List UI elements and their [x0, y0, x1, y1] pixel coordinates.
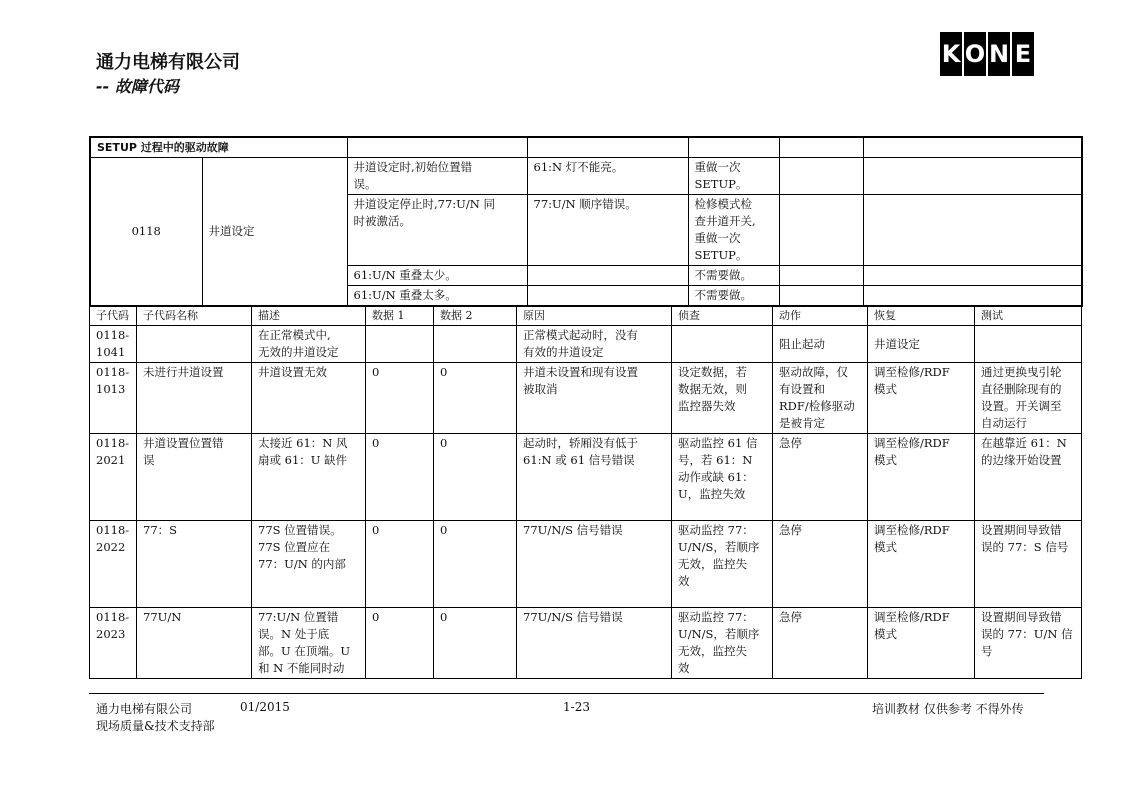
- table-header-row: [90, 306, 1082, 326]
- cell-test: 通过更换曳引轮 直径删除现有的 设置。开关调至 自动运行: [975, 363, 1082, 434]
- cell-action: 急停: [773, 434, 868, 521]
- cell-data1: 0: [366, 521, 434, 608]
- column-header: 子代码: [90, 306, 137, 326]
- cell-action: 驱动故障，仅 有设置和 RDF/检修驱动 是被肯定: [773, 363, 868, 434]
- setup-code: 0118: [90, 158, 202, 307]
- setup-fault-table: [89, 136, 1083, 307]
- column-header: 测试: [975, 306, 1082, 326]
- footer-page-number: 1-23: [563, 700, 590, 714]
- column-header: 恢复: [868, 306, 975, 326]
- cell-cause: 起动时，轿厢没有低于 61:N 或 61 信号错误: [517, 434, 672, 521]
- table-row: [90, 326, 1082, 363]
- cell-detect: 驱动监控 61 信 号，若 61：N 动作或缺 61： U，监控失效: [672, 434, 773, 521]
- cell-data2: 0: [434, 521, 517, 608]
- setup-desc: 61:U/N 重叠太少。: [347, 266, 527, 286]
- cell-recovery: 调至检修/RDF 模式: [868, 608, 975, 679]
- cell-test: [975, 326, 1082, 363]
- setup-cause: 77:U/N 顺序错误。: [527, 195, 688, 266]
- cell-recovery: 调至检修/RDF 模式: [868, 521, 975, 608]
- cell-desc: 77:U/N 位置错 误。N 处于底 部。U 在顶端。U 和 N 不能同时动: [252, 608, 366, 679]
- cell-name: 井道设置位置错 误: [137, 434, 252, 521]
- cell-data1: [366, 326, 434, 363]
- table-row: [90, 363, 1082, 434]
- cell-desc: 在正常模式中, 无效的井道设定: [252, 326, 366, 363]
- cell-test: 在越靠近 61：N 的边缘开始设置: [975, 434, 1082, 521]
- setup-desc: 61:U/N 重叠太多。: [347, 286, 527, 307]
- logo-letter: E: [1012, 32, 1034, 76]
- cell-cause: 正常模式起动时，没有 有效的井道设定: [517, 326, 672, 363]
- column-header: 数据 2: [434, 306, 517, 326]
- cell-code: 0118- 1013: [90, 363, 137, 434]
- cell-data1: 0: [366, 434, 434, 521]
- setup-desc: 井道设定时,初始位置错 误。: [347, 158, 527, 195]
- footer-date: 01/2015: [240, 700, 290, 714]
- cell-cause: 77U/N/S 信号错误: [517, 521, 672, 608]
- setup-check: 不需要做。: [688, 266, 779, 286]
- cell-data2: 0: [434, 608, 517, 679]
- cell-action: 阻止起动: [773, 326, 868, 363]
- table-row: [90, 608, 1082, 679]
- cell-name: 77：S: [137, 521, 252, 608]
- page-subtitle: -- 故障代码: [96, 77, 179, 96]
- setup-title: SETUP 过程中的驱动故障: [90, 137, 347, 158]
- cell-cause: 77U/N/S 信号错误: [517, 608, 672, 679]
- cell-desc: 太接近 61：N 风 扇或 61：U 缺件: [252, 434, 366, 521]
- cell-detect: 驱动监控 77： U/N/S，若顺序 无效，监控失 效: [672, 521, 773, 608]
- cell-recovery: 调至检修/RDF 模式: [868, 434, 975, 521]
- setup-cause: [527, 266, 688, 286]
- logo-letter: K: [940, 32, 962, 76]
- column-header: 描述: [252, 306, 366, 326]
- cell-cause: 井道未设置和现有设置 被取消: [517, 363, 672, 434]
- cell-code: 0118- 2023: [90, 608, 137, 679]
- cell-test: 设置期间导致错 误的 77：S 信号: [975, 521, 1082, 608]
- column-header: 侦查: [672, 306, 773, 326]
- cell-code: 0118- 2022: [90, 521, 137, 608]
- logo-letter: N: [988, 32, 1010, 76]
- setup-check: 不需要做。: [688, 286, 779, 307]
- table-row: [90, 521, 1082, 608]
- cell-name: 77U/N: [137, 608, 252, 679]
- footer-department: 现场质量&技术支持部: [96, 719, 215, 733]
- cell-detect: 设定数据，若 数据无效，则 监控器失效: [672, 363, 773, 434]
- page-company-title: 通力电梯有限公司: [96, 52, 240, 73]
- setup-cause: 61:N 灯不能亮。: [527, 158, 688, 195]
- cell-recovery: 调至检修/RDF 模式: [868, 363, 975, 434]
- kone-logo: [940, 32, 1034, 76]
- setup-check: 检修模式检 查井道开关, 重做一次 SETUP。: [688, 195, 779, 266]
- cell-data2: [434, 326, 517, 363]
- cell-name: [137, 326, 252, 363]
- cell-action: 急停: [773, 521, 868, 608]
- cell-data2: 0: [434, 434, 517, 521]
- cell-code: 0118- 1041: [90, 326, 137, 363]
- cell-detect: [672, 326, 773, 363]
- setup-name: 井道设定: [202, 158, 347, 307]
- cell-data1: 0: [366, 363, 434, 434]
- column-header: 原因: [517, 306, 672, 326]
- cell-action: 急停: [773, 608, 868, 679]
- cell-data1: 0: [366, 608, 434, 679]
- cell-code: 0118- 2021: [90, 434, 137, 521]
- setup-desc: 井道设定停止时,77:U/N 同 时被激活。: [347, 195, 527, 266]
- footer-company: 通力电梯有限公司: [96, 702, 193, 716]
- cell-data2: 0: [434, 363, 517, 434]
- cell-name: 未进行井道设置: [137, 363, 252, 434]
- fault-code-table: [89, 305, 1082, 679]
- table-row: [90, 137, 1082, 158]
- footer-notice: 培训教材 仅供参考 不得外传: [872, 702, 1024, 716]
- cell-desc: 井道设置无效: [252, 363, 366, 434]
- column-header: 子代码名称: [137, 306, 252, 326]
- cell-recovery: 井道设定: [868, 326, 975, 363]
- column-header: 数据 1: [366, 306, 434, 326]
- setup-check: 重做一次 SETUP。: [688, 158, 779, 195]
- table-row: [90, 434, 1082, 521]
- cell-desc: 77S 位置错误。 77S 位置应在 77：U/N 的内部: [252, 521, 366, 608]
- setup-cause: [527, 286, 688, 307]
- table-row: [90, 158, 1082, 195]
- cell-detect: 驱动监控 77： U/N/S，若顺序 无效，监控失 效: [672, 608, 773, 679]
- column-header: 动作: [773, 306, 868, 326]
- cell-test: 设置期间导致错 误的 77：U/N 信 号: [975, 608, 1082, 679]
- footer-divider: [89, 693, 1044, 694]
- logo-letter: O: [964, 32, 986, 76]
